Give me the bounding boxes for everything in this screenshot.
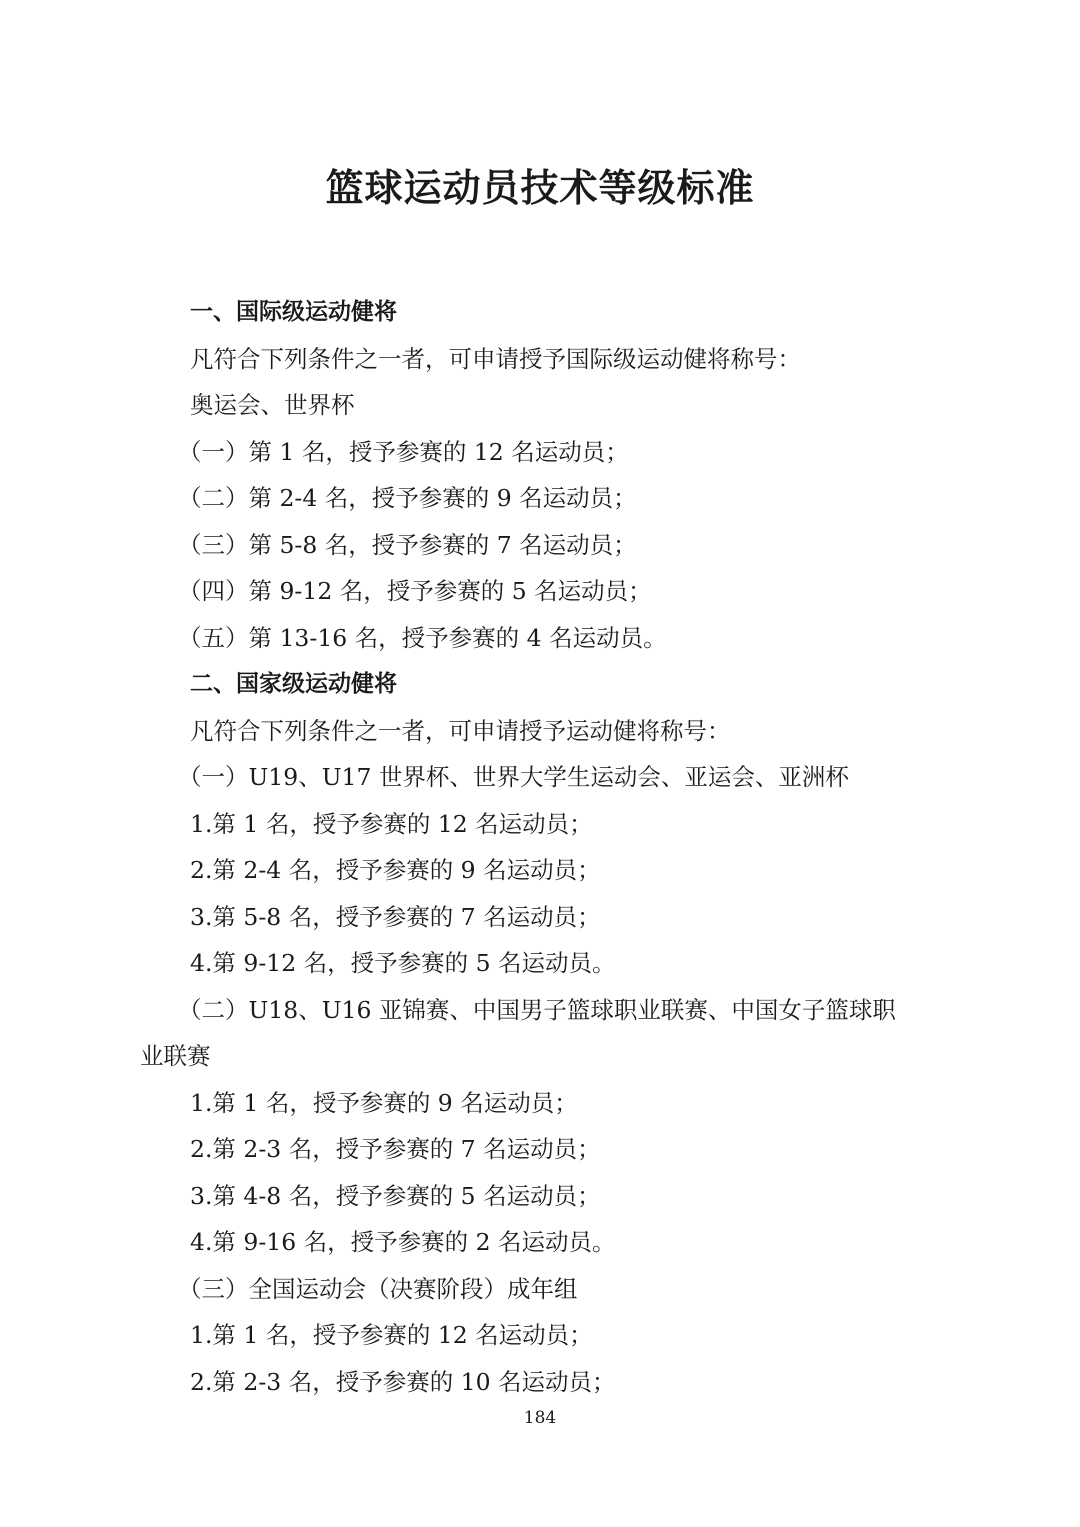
section-heading-international: 一、国际级运动健将 [190,299,397,325]
list-item: （五）第 13-16 名，授予参赛的 4 名运动员。 [178,623,667,652]
list-item: 4.第 9-16 名，授予参赛的 2 名运动员。 [190,1228,616,1256]
list-item: 1.第 1 名，授予参赛的 9 名运动员； [190,1088,578,1117]
section-heading-national: 二、国家级运动健将 [190,671,397,697]
event-list: 奥运会、世界杯 [190,391,355,419]
subsection-title: （二）U18、U16 亚锦赛、中国男子篮球职业联赛、中国女子篮球职 [178,995,896,1024]
list-item: 2.第 2-3 名，授予参赛的 10 名运动员； [190,1367,616,1396]
list-item: 3.第 4-8 名，授予参赛的 5 名运动员； [190,1181,601,1210]
list-item: （四）第 9-12 名，授予参赛的 5 名运动员； [178,577,652,605]
page-title: 篮球运动员技术等级标准 [325,165,755,210]
list-item: （三）第 5-8 名，授予参赛的 7 名运动员； [178,530,637,559]
list-item: 3.第 5-8 名，授予参赛的 7 名运动员； [190,902,601,931]
list-item: 1.第 1 名，授予参赛的 12 名运动员； [190,809,593,838]
list-item: 1.第 1 名，授予参赛的 12 名运动员； [190,1321,593,1349]
document-body [140,289,960,1405]
list-item: （二）第 2-4 名，授予参赛的 9 名运动员； [178,484,637,512]
subsection-title: （三）全国运动会（决赛阶段）成年组 [178,1274,578,1303]
list-item: 2.第 2-3 名，授予参赛的 7 名运动员； [190,1135,601,1163]
list-item: 4.第 9-12 名，授予参赛的 5 名运动员。 [190,949,616,977]
section-intro: 凡符合下列条件之一者，可申请授予国际级运动健将称号： [190,344,801,373]
section-intro: 凡符合下列条件之一者，可申请授予运动健将称号： [190,716,731,745]
subsection-title-continued: 业联赛 [140,1042,211,1070]
list-item: 2.第 2-4 名，授予参赛的 9 名运动员； [190,856,601,884]
page-number: 184 [523,1408,557,1428]
list-item: （一）第 1 名，授予参赛的 12 名运动员； [178,437,629,466]
subsection-title: （一）U19、U17 世界杯、世界大学生运动会、亚运会、亚洲杯 [178,763,849,791]
